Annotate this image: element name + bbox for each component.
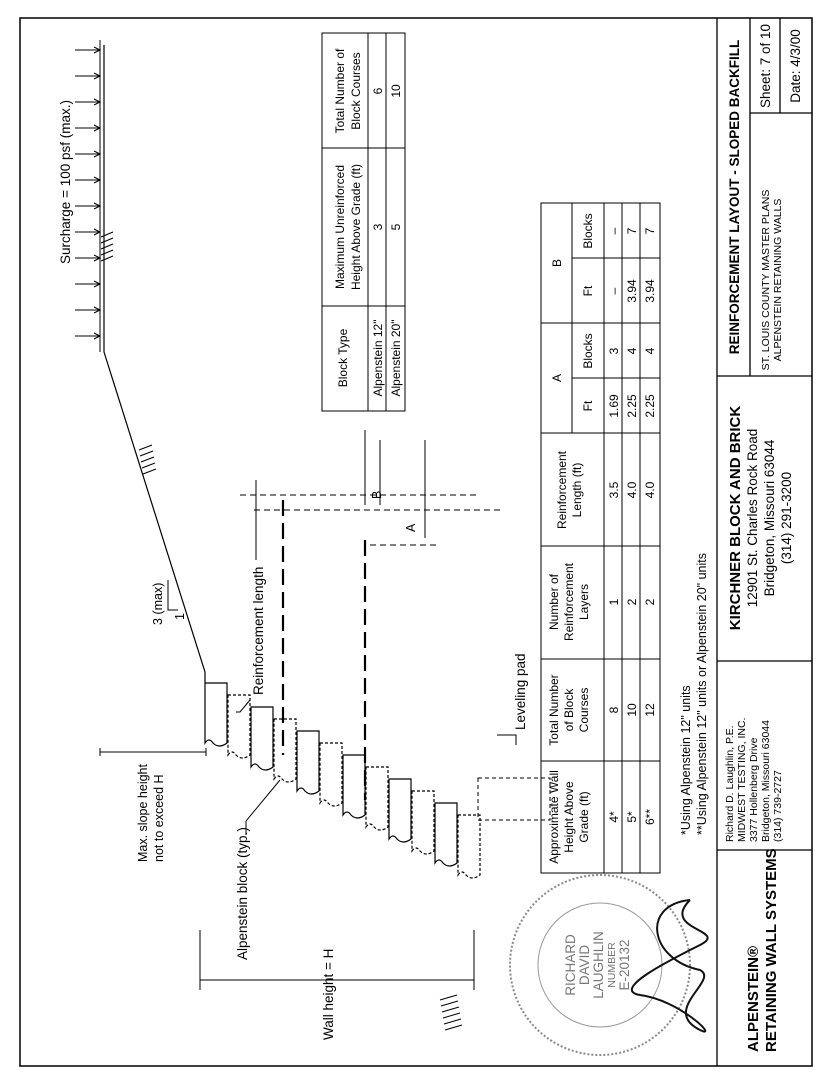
wall-block: [205, 683, 227, 746]
rt-cell: 7: [625, 227, 639, 235]
rt-cell: 2: [643, 598, 657, 606]
engineer-line-4: Bridgeton, Missouri 63044: [760, 720, 772, 842]
wall-block: [343, 755, 365, 818]
rt-cell: 4*: [607, 811, 621, 823]
project-name-1: ST. LOUIS COUNTY MASTER PLANS: [760, 189, 772, 371]
rt-cell: 5*: [625, 811, 639, 823]
seal-line-2: DAVID: [577, 944, 592, 986]
slope-ratio-rise: 1: [173, 613, 187, 620]
rt-header-layers-2: Reinforcement: [562, 562, 576, 642]
rt-header-group-a: A: [550, 373, 564, 383]
wall-height-label: Wall height = H: [321, 948, 336, 1040]
wall-block: [412, 791, 434, 854]
wall-block: [251, 707, 273, 770]
block-table-row2-courses: 10: [389, 84, 403, 98]
dimension-b: B: [370, 490, 384, 499]
rt-header-height-1: Approximate Wall: [547, 770, 561, 864]
wall-block: [458, 815, 480, 878]
rt-header-b-ft: Ft: [581, 285, 595, 297]
alpenstein-block-label: Alpenstein block (typ.): [235, 827, 250, 960]
seal-line-1: RICHARD: [563, 934, 578, 996]
rt-cell: 3.94: [625, 279, 639, 303]
rt-header-courses-2: of Block: [562, 688, 576, 732]
rt-cell: 2.25: [643, 394, 657, 418]
block-table-header-courses-2: Block Courses: [349, 52, 363, 130]
rt-row-3: [643, 227, 657, 825]
rt-cell: 1.69: [607, 394, 621, 418]
brand-subtitle: RETAINING WALL SYSTEMS: [763, 848, 780, 1052]
block-table-row1-height: 3: [371, 223, 385, 231]
rt-cell: 4.0: [625, 481, 639, 499]
block-leader: [246, 780, 280, 835]
project-name-2: ALPENSTEIN RETAINING WALLS: [772, 198, 784, 362]
rt-header-layers-1: Number of: [547, 573, 561, 631]
rt-row-1: [607, 227, 621, 822]
rt-header-group-b: B: [550, 258, 564, 268]
company-address: 12901 St. Charles Rock Road: [745, 428, 760, 608]
earth-symbol-base: [440, 995, 462, 1030]
max-slope-height-dim: [100, 748, 206, 756]
rt-cell: 3.5: [607, 481, 621, 499]
block-table-header-height-1: Maximum Unreinforced: [333, 164, 347, 290]
earth-symbol-upper: [101, 232, 113, 261]
rt-header-height-3: Grade (ft): [577, 791, 591, 843]
rt-row-2: [625, 227, 639, 822]
wall-block: [320, 743, 342, 806]
block-table-row1-courses: 6: [371, 87, 385, 95]
seal-line-5: E-20132: [617, 939, 632, 991]
sheet-number: Sheet: 7 of 10: [758, 23, 773, 109]
block-table-header-height-2: Height Above Grade (ft): [349, 163, 363, 291]
rt-cell: 6**: [643, 808, 657, 826]
rt-header-a-blocks: Blocks: [581, 333, 595, 369]
rt-header-height-2: Height Above: [562, 781, 576, 853]
rt-header-length-2: Length (ft): [570, 462, 584, 518]
surcharge-load: [75, 40, 100, 352]
rt-cell: 3.94: [643, 279, 657, 303]
rt-header-courses-1: Total Number: [547, 674, 561, 746]
rt-cell: 4: [643, 347, 657, 355]
rt-cell: 12: [643, 703, 657, 717]
block-table-header-courses-1: Total Number of: [333, 48, 347, 134]
leveling-pad-label: Leveling pad: [513, 653, 528, 730]
engineer-line-3: 3377 Hollenberg Drive: [748, 737, 760, 842]
rt-cell: –: [607, 287, 621, 295]
max-slope-label-2: not to exceed H: [152, 774, 166, 862]
brand-name: ALPENSTEIN®: [745, 945, 762, 1052]
engineer-line-2: MIDWEST TESTING, INC.: [736, 717, 748, 842]
drawing-title: REINFORCEMENT LAYOUT - SLOPED BACKFILL: [727, 39, 742, 355]
engineer-line-1: Richard D. Laughlin, P.E.: [724, 725, 736, 842]
slope-ratio-run: 3 (max): [151, 582, 165, 625]
block-table-row2-type: Alpenstein 20": [389, 319, 403, 397]
rt-cell: 7: [643, 227, 657, 235]
leveling-pad-leader: [497, 735, 516, 745]
wall-block: [297, 731, 319, 794]
surcharge-label: Surcharge = 100 psf (max.): [58, 100, 73, 264]
rt-cell: 4.0: [643, 481, 657, 499]
block-table-header-type: Block Type: [336, 328, 350, 388]
rt-header-a-ft: Ft: [581, 400, 595, 412]
company-city: Bridgeton, Missouri 63044: [762, 439, 777, 597]
rt-cell: 2.25: [625, 394, 639, 418]
seal-line-3: LAUGHLIN: [591, 931, 606, 999]
rt-cell: 3: [607, 347, 621, 355]
slope-ratio: [168, 580, 178, 610]
rt-cell: 8: [607, 706, 621, 714]
block-table-row2-height: 5: [389, 223, 403, 231]
wall-block: [274, 719, 296, 782]
rt-header-layers-3: Layers: [577, 583, 591, 621]
drawing-date: Date: 4/3/00: [788, 29, 803, 103]
engineer-line-5: (314) 739-2727: [772, 770, 784, 842]
rt-cell: 1: [607, 598, 621, 606]
block-table-row1-type: Alpenstein 12": [371, 319, 385, 397]
rt-header-length-1: Reinforcement: [555, 450, 569, 530]
rt-cell: 2: [625, 598, 639, 606]
signature: [632, 900, 708, 1032]
wall-block: [435, 803, 457, 866]
seal-line-4: NUMBER: [606, 942, 618, 988]
rt-cell: –: [607, 227, 621, 235]
max-slope-label-1: Max. slope height: [136, 764, 150, 862]
dimension-lines: [240, 430, 500, 545]
company-name: KIRCHNER BLOCK AND BRICK: [727, 405, 744, 631]
drawing-area: [58, 18, 812, 1066]
table-note-2: **Using Alpenstein 12" units or Alpenstein 20" units: [695, 553, 709, 835]
company-phone: (314) 291-3200: [779, 471, 794, 565]
sheet-border: [20, 18, 812, 1066]
rt-header-courses-3: Courses: [577, 687, 591, 733]
reinforcement-length-label: Reinforcement length: [251, 566, 266, 695]
rt-cell: 10: [625, 703, 639, 717]
leveling-pad: [478, 778, 550, 820]
rt-header-b-blocks: Blocks: [581, 213, 595, 249]
dimension-a: A: [404, 523, 418, 532]
wall-block: [366, 767, 388, 830]
rt-cell: 4: [625, 347, 639, 355]
table-note-1: *Using Alpenstein 12" units: [679, 685, 693, 835]
wall-block: [389, 779, 411, 842]
